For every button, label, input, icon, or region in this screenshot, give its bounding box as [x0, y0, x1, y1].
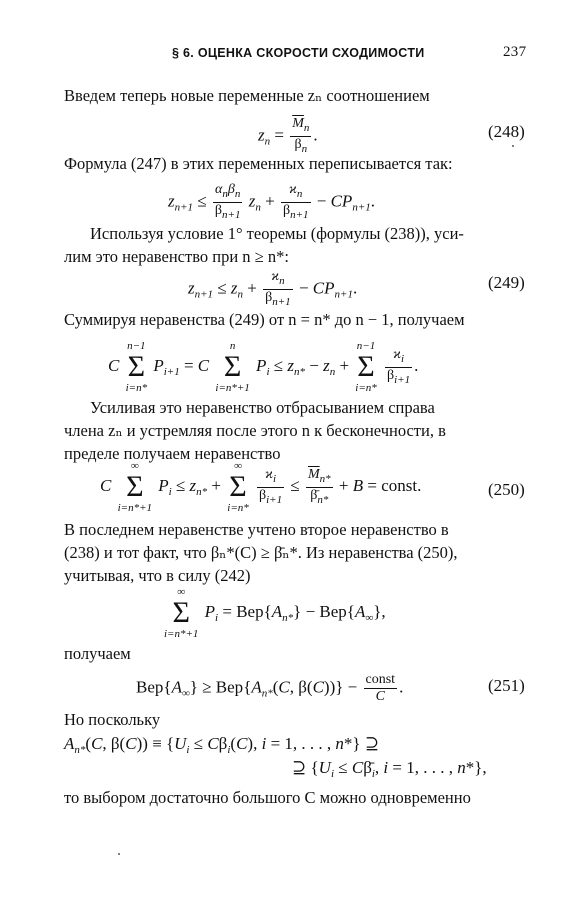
ver-label: Вер [236, 601, 264, 621]
ver-label: Вер [319, 601, 347, 621]
paragraph-5-line-2: члена zₙ и устремляя после этого n к бесконечности, в [64, 421, 446, 440]
equation-248: $z_n$ = $\frac{\overline{M}_n}{\beta_n}$ . (248) [258, 116, 525, 155]
equation-251: $Вер\{A_\infty\} \ge Вер\{A_{n*}(C$, β(C))} − $\frac{\text{const}}{C}$ . (251) [136, 672, 525, 704]
paragraph-5-line-1: Усиливая это неравенство отбрасыванием справа [90, 398, 435, 417]
paragraph-6-line-1: В последнем неравенстве учтено второе неравенство в [64, 520, 449, 539]
equation-number: (250) [488, 480, 525, 499]
equation-number: (251) [488, 676, 525, 695]
paragraph-1: Введем теперь новые переменные zₙ соотношением [64, 86, 430, 105]
paragraph-6-line-3: учитывая, что в силу (242) [64, 566, 251, 585]
paragraph-5-line-3: пределе получаем неравенство [64, 444, 281, 463]
paragraph-3-line-1: Используя условие 1° теоремы (формулы (238)), уси- [90, 224, 464, 243]
equation-rewritten-247: $z_{n+1}$ ≤ $\frac{\alpha_n\beta_n}{\beta_{n+1}}$ $z_n$ + $\frac{ϰ_n}{\beta_{n+1}}$ − $CP_{n+1}$. [168, 182, 376, 221]
ver-label: Вер [136, 677, 164, 697]
equation-249: $z_{n+1} \le z_n$ + $\frac{ϰ_n}{\beta_{n+1}}$ − $CP_{n+1}$. (249) [188, 269, 525, 308]
paragraph-3-line-2: лим это неравенство при n ≥ n*: [64, 247, 289, 266]
equation-242-sum: ∞ Σ i=n*+1 $P_i = Вер\{A_{n*}\} - Вер\{A_\infty\}$, [164, 586, 386, 640]
print-speck [512, 145, 514, 147]
paragraph-3 [64, 222, 524, 268]
ver-label: Вер [215, 677, 244, 697]
print-speck [118, 853, 120, 855]
equation-sets-line-1: $A_{n*}(C$, $\beta(C)) \equiv \{U_i \le C\beta_i(C)$, i = 1, . . . , n*} ⊇ [64, 734, 380, 756]
section-title: § 6. ОЦЕНКА СКОРОСТИ СХОДИМОСТИ [172, 46, 425, 60]
page-number: 237 [503, 44, 527, 60]
equation-sets-line-2: ⊇ {$U_i$ ≤ $C\betā_i$, i = 1, . . . , n*}, [292, 758, 487, 780]
equation-number: (249) [488, 273, 525, 292]
const-numerator: const [365, 672, 396, 687]
equation-250: C ∞ Σ i=n*+1 $P_i \le z_{n*}$ + ∞ Σ i=n* $\frac{ϰ_i}{\beta_{i+1}}$ ≤ $\frac{\overline{M}_{n*}}{\betā_{n*}}$ + B = const. (250) [100, 460, 525, 514]
running-header [0, 44, 570, 64]
const-label: const. [381, 475, 422, 495]
paragraph-6-line-2: (238) и тот факт, что βₙ*(C) ≥ β̄ₙ*. Из неравенства (250), [64, 543, 458, 562]
paragraph-6 [64, 518, 524, 587]
paragraph-4: Суммируя неравенства (249) от n = n* до n − 1, получаем [64, 310, 465, 329]
equation-sum: C n−1 Σ i=n* $P_{i+1} = C$ n Σ i=n*+1 $P_i \le z_{n*} - z_n + n-1$ Σ i=n* $\frac{ϰ_i}{\beta_{i+1}}$ . [108, 340, 419, 394]
paragraph-8: Но поскольку [64, 710, 161, 729]
paragraph-2: Формула (247) в этих переменных переписывается так: [64, 154, 453, 173]
paragraph-9: то выбором достаточно большого C можно одновременно [64, 788, 471, 807]
equation-number: (248) [488, 122, 525, 141]
paragraph-7: получаем [64, 644, 131, 663]
